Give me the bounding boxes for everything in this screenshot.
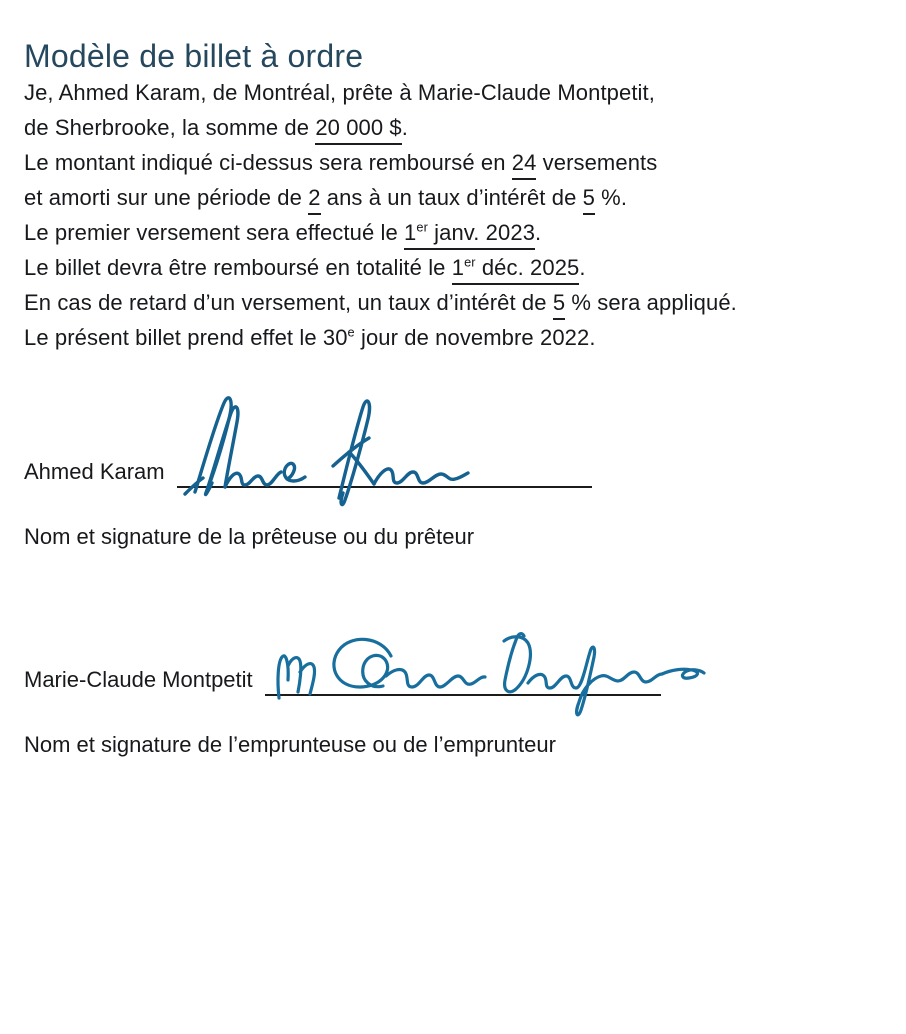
paragraph-full-repayment: Le billet devra être remboursé en totalité le 1er déc. 2025. (24, 250, 882, 285)
lender-signature-caption: Nom et signature de la prêteuse ou du prêteur (24, 523, 475, 549)
repayment-line1: Le montant indiqué ci-dessus sera remboursé en 24 versements (24, 145, 882, 180)
ordinal-superscript: e (347, 324, 355, 340)
maturity-date-value: 1er déc. 2025 (452, 255, 580, 285)
borrower-name-label: Marie-Claude Montpetit (24, 666, 253, 692)
borrower-signature-line (265, 658, 661, 696)
paragraph-repayment (24, 145, 882, 215)
borrower-signature-ink (273, 626, 705, 720)
borrower-signature-block (24, 658, 882, 760)
lender-signature-row (24, 450, 882, 488)
repayment-line2: et amorti sur une période de 2 ans à un taux d’intérêt de 5 %. (24, 180, 882, 215)
late-interest-rate-value: 5 (553, 290, 565, 320)
loan-amount-value: 20 000 $ (315, 115, 401, 145)
lender-signature-block (24, 450, 882, 552)
page-title: Modèle de billet à ordre (24, 38, 364, 74)
paragraph-first-payment: Le premier versement sera effectué le 1er janv. 2023. (24, 215, 882, 250)
lender-name-label: Ahmed Karam (24, 458, 165, 484)
paragraph-effective-date: Le présent billet prend effet le 30e jour de novembre 2022. (24, 324, 596, 350)
intro-line1: Je, Ahmed Karam, de Montréal, prête à Marie-Claude Montpetit, (24, 79, 655, 105)
intro-line2: de Sherbrooke, la somme de 20 000 $. (24, 110, 882, 145)
amortization-years-value: 2 (308, 185, 320, 215)
first-payment-date-value: 1er janv. 2023 (404, 220, 535, 250)
paragraph-late-penalty: En cas de retard d’un versement, un taux d’intérêt de 5 % sera appliqué. (24, 285, 882, 320)
installments-value: 24 (512, 150, 537, 180)
ordinal-superscript: er (416, 219, 428, 235)
lender-signature-ink (181, 394, 471, 506)
interest-rate-value: 5 (583, 185, 595, 215)
ordinal-superscript: er (464, 254, 476, 270)
lender-signature-line (177, 450, 592, 488)
borrower-signature-row (24, 658, 882, 696)
paragraph-intro (24, 75, 882, 145)
borrower-signature-caption: Nom et signature de l’emprunteuse ou de l’emprunteur (24, 731, 556, 757)
